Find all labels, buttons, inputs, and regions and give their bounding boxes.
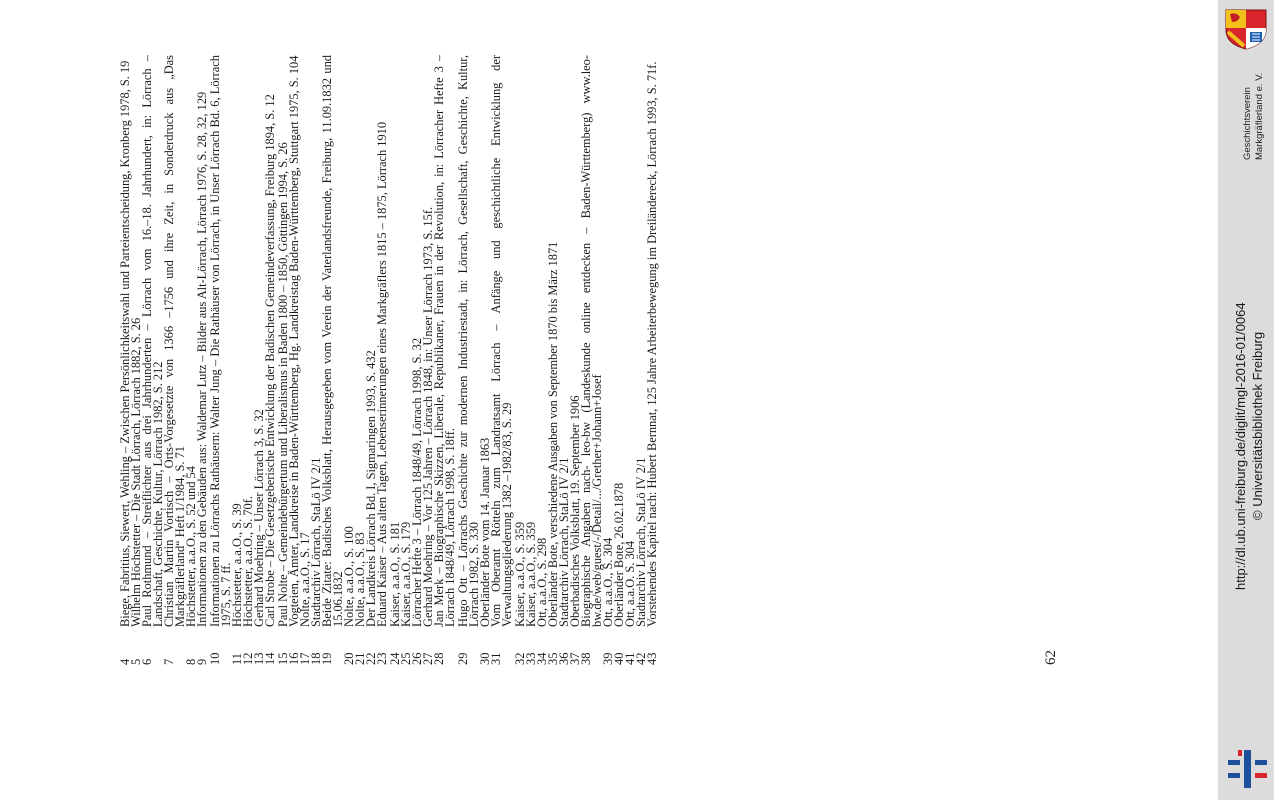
endnote-number: 27: [421, 652, 435, 665]
page-number: 62: [1043, 650, 1059, 665]
endnote-text: Informationen zu den Gebäuden aus: Waldemar Lutz – Bilder aus Alt-Lörrach, Lörrach 1976, S. 28, 32, 129: [195, 91, 209, 627]
endnotes-block: [120, 55, 1080, 665]
endnote-number: 5: [129, 658, 143, 665]
endnotes-list: [120, 55, 658, 665]
endnote-text: Ott, a.a.O. S. 304: [623, 540, 637, 627]
endnote-number: 26: [410, 652, 424, 665]
endnote-number: 8: [184, 658, 198, 665]
endnote-number: 18: [309, 652, 323, 665]
endnote-number: 22: [364, 652, 378, 665]
endnote-text: Beide Zitate: Badisches Volksblatt, Herausgegeben vom Verein der Vaterlandsfreunde, Freiburg, 11.09.1832 und 15.06.1832: [320, 55, 345, 627]
endnote-text: Paul Nolte – Gemeindebürgertum und Liberalismus in Baden 1800 – 1850, Göttingen 1994, S. 26: [276, 142, 290, 627]
endnote-number: 37: [568, 652, 582, 665]
endnote-number: 28: [432, 652, 446, 665]
endnote-number: 33: [524, 652, 538, 665]
coat-of-arms-icon: [1222, 8, 1270, 50]
society-name-line2: Markgräflerland e. V.: [1254, 72, 1265, 160]
endnote-number: 21: [353, 652, 367, 665]
endnote-text: Stadtarchiv Lörrach, StaLö IV 2/1: [634, 457, 648, 627]
endnote-text: Der Landkreis Lörrach Bd. I, Sigmaringen 1993, S. 432: [364, 350, 378, 627]
endnote-number: 16: [287, 652, 301, 665]
endnote-item: [581, 55, 603, 665]
endnote-number: 12: [241, 652, 255, 665]
endnote-number: 34: [535, 652, 549, 665]
endnote-number: 43: [645, 652, 659, 665]
endnote-item: [491, 55, 513, 665]
endnote-text: Biographische Angaben nach- leo-bw (Landeskunde online entdecken – Baden-Württemberg) www.leo-bw.de/web/guest/-/Detail/.../Grether+Johann+Josef: [579, 55, 604, 627]
endnote-text: Ott, a.a.O., S. 298: [535, 537, 549, 627]
endnote-text: Vogteien, Ämter, Landkreise in Baden-Württemberg, Hg. Landkreistag Baden-Württemberg, Stuttgart 1975, S. 104: [287, 55, 301, 627]
endnote-text: Oberländer Bote, verschiedene Ausgaben von September 1870 bis März 1871: [546, 241, 560, 627]
endnote-text: Paul Rothmund – Streiflichter aus drei Jahrhunderten – Lörrach vom 16.–18. Jahrhundert, in: Lörrach – Landschaft, Geschichte, Kultur, Lörrach 1982, S. 212: [140, 55, 165, 627]
endnote-number: 38: [579, 652, 593, 665]
endnote-number: 32: [513, 652, 527, 665]
endnote-number: 15: [276, 652, 290, 665]
endnote-text: Kaiser, a.a.O., S. 359: [513, 521, 527, 627]
endnote-number: 25: [399, 652, 413, 665]
copyright-notice: © Universitätsbibliothek Freiburg: [1250, 331, 1265, 520]
endnote-text: Hugo Ott – Lörrachs Geschichte zur modernen Industriestadt, in: Lörrach, Gesellschaft, Geschichte, Kultur, Lörrach 1982, S. 330: [456, 55, 481, 627]
endnote-item: [164, 55, 186, 665]
endnote-item: [377, 55, 388, 665]
endnote-text: Vorstehendes Kapitel nach: Hubert Bernnat, 125 Jahre Arbeiterbewegung im Dreiländereck, Lörrach 1993, S. 71f.: [645, 61, 659, 627]
endnote-text: Informationen zu Lörrachs Rathäusern: Walter Jung – Die Rathäuser von Lörrach, in Unser Lörrach Bd. 6, Lörrach 1975, S. 7 ff.: [208, 55, 233, 627]
endnote-number: 9: [195, 658, 209, 665]
endnote-text: Oberbadisches Volksblatt, 19. September 1906: [568, 395, 582, 627]
endnote-text: Nolte, a.a.O., S. 17: [298, 532, 312, 627]
endnote-text: Höchstetter, a.a.O., S. 39: [230, 503, 244, 627]
endnote-number: 13: [252, 652, 266, 665]
endnote-text: Jan Merk – Biographische Skizzen, Liberale, Republikaner, Frauen in der Revolution, in: Lörracher Hefte 3 – Lörrach 1848/49, Lörrach 1998, S. 18ff.: [432, 55, 457, 627]
endnote-item: [265, 55, 276, 665]
endnote-item: [458, 55, 480, 665]
ub-freiburg-logo-icon: [1224, 748, 1270, 790]
endnote-text: Oberländer Bote, 26.02.1878: [612, 482, 626, 627]
endnote-text: Carl Strobe – Die Gesetzgeberische Entwicklung der Badischen Gemeindeverfassung, Freiburg 1894, S. 12: [263, 94, 277, 627]
endnote-number: 24: [388, 652, 402, 665]
source-url-link[interactable]: http://dl.ub.uni-freiburg.de/diglit/mgl-2016-01/0064: [1233, 302, 1248, 590]
endnote-text: Nolte, a.a.O., S. 83: [353, 532, 367, 627]
endnote-item: [197, 55, 208, 665]
endnote-item: [434, 55, 456, 665]
endnote-number: 11: [230, 653, 244, 665]
endnote-number: 7: [162, 658, 176, 665]
endnote-text: Kaiser, a.a.O., S. 359: [524, 521, 538, 627]
endnote-number: 20: [342, 652, 356, 665]
endnote-text: Lörracher Hefte 3 – Lörrach 1848/49, Lörrach 1998, S. 32: [410, 337, 424, 627]
endnote-text: Gerhard Moehring – Unser Lörrach 3, S. 32: [252, 409, 266, 627]
endnote-text: Vom Oberamt Rötteln zum Landratsamt Lörrach – Anfänge und geschichtliche Entwicklung der Verwaltungsgliederung 1382 –1982/83, S. 29: [489, 55, 514, 627]
endnote-number: 19: [320, 652, 334, 665]
endnote-text: Kaiser, a.a.O., S. 179: [399, 521, 413, 627]
endnote-number: 17: [298, 652, 312, 665]
endnote-number: 23: [375, 652, 389, 665]
endnote-number: 31: [489, 652, 503, 665]
endnote-number: 14: [263, 652, 277, 665]
endnote-number: 36: [557, 652, 571, 665]
endnote-number: 6: [140, 658, 154, 665]
endnote-number: 10: [208, 652, 222, 665]
endnote-text: Stadtarchiv Lörrach, StaLö IV 2/1: [557, 457, 571, 627]
endnote-text: Stadtarchiv Lörrach, StaLö IV 2/1: [309, 457, 323, 627]
endnote-text: Christian Martin Vortisch – Orts-Vorgesetzte von 1366 –1756 und ihre Zeit, in Sonderdruck aus „Das Markgräflerland“ Heft 1/1984, S. 71: [162, 55, 187, 627]
endnote-number: 41: [623, 652, 637, 665]
endnote-number: 29: [456, 652, 470, 665]
endnote-text: Ott, a.a.O., S. 304: [601, 537, 615, 627]
endnote-text: Kaiser, a.a.O., S. 181: [388, 521, 402, 627]
endnote-text: Höchstetter, a.a.O., S. 52 und 54: [184, 466, 198, 627]
endnote-text: Gerhard Moehring – Vor 125 Jahren – Lörrach 1848, in: Unser Lörrach 1973, S. 15f.: [421, 206, 435, 627]
endnote-text: Biege, Fabritius, Siewert, Wehling – Zwischen Persönlichkeitswahl und Parteientscheidung, Kronberg 1978, S. 19: [118, 60, 132, 627]
endnote-item: [142, 55, 164, 665]
society-name-line1: Geschichtsverein: [1242, 87, 1253, 160]
endnote-text: Wilhelm Höchstetter – Die Stadt Lörrach, Lörrach 1882, S. 26: [129, 317, 143, 627]
endnote-number: 30: [478, 652, 492, 665]
endnote-number: 39: [601, 652, 615, 665]
endnote-number: 42: [634, 652, 648, 665]
endnote-text: Höchstetter, a.a.O., S. 70f.: [241, 496, 255, 627]
endnote-text: Oberländer Bote vom 14. Januar 1863: [478, 437, 492, 627]
endnote-item: [647, 55, 658, 665]
endnote-text: Eduard Kaiser – Aus alten Tagen, Lebenserinnerungen eines Markgräflers 1815 – 1875, Lörrach 1910: [375, 121, 389, 627]
endnote-item: [210, 55, 232, 665]
endnote-number: 4: [118, 658, 132, 665]
endnote-number: 40: [612, 652, 626, 665]
endnote-item: [322, 55, 344, 665]
endnote-number: 35: [546, 652, 560, 665]
endnote-text: Nolte, a.a.O., S. 100: [342, 526, 356, 627]
